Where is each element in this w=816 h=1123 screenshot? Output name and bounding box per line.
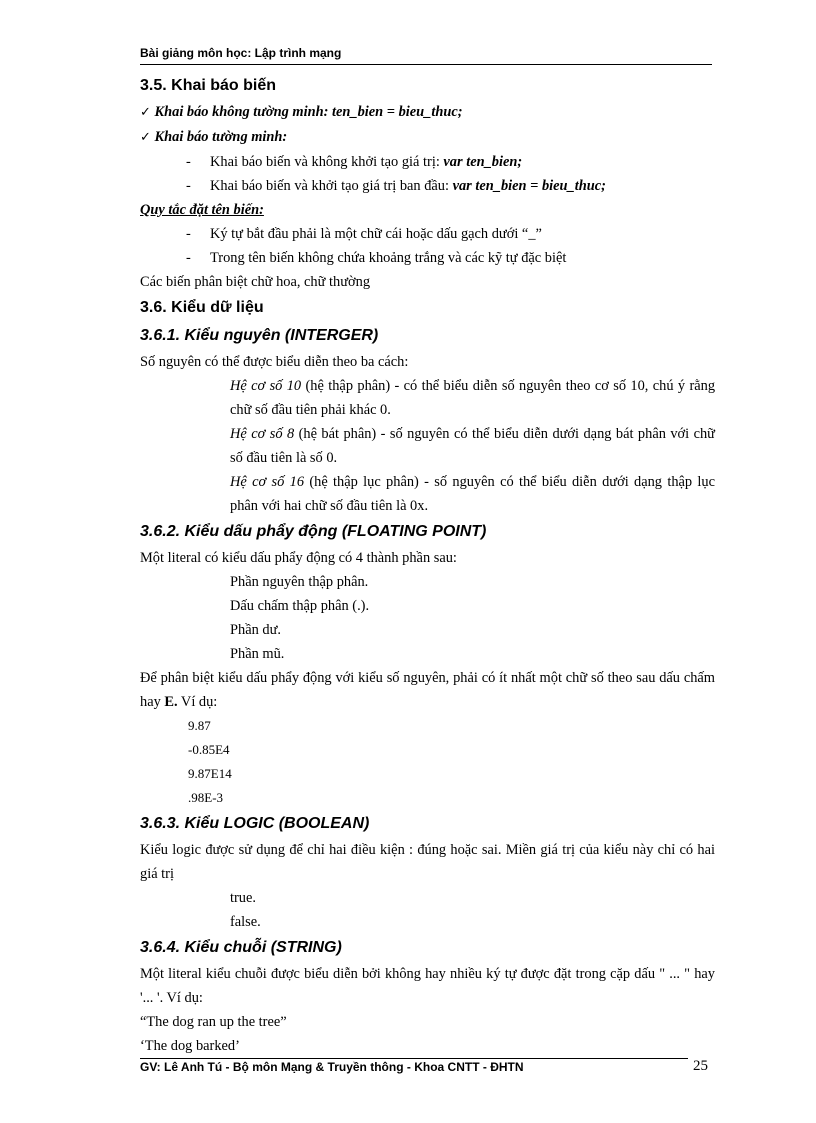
subsection-title-3-6-1: 3.6.1. Kiểu nguyên (INTERGER)	[140, 327, 379, 344]
list-item-text: Trong tên biến không chứa khoảng trắng và các kỹ tự đặc biệt	[210, 250, 567, 266]
explicit-declaration-text: Khai báo tường minh:	[154, 129, 288, 145]
list-item	[140, 174, 715, 198]
page-footer: GV: Lê Anh Tú - Bộ môn Mạng & Truyền thông - Khoa CNTT - ĐHTN	[140, 1060, 524, 1074]
float-intro: Một literal có kiểu dấu phẩy động có 4 thành phần sau:	[140, 550, 457, 566]
list-item-text: Ký tự bắt đầu phải là một chữ cái hoặc dấu gạch dưới “_”	[210, 226, 542, 242]
term-description: (hệ thập phân) - có thể biểu diễn số nguyên theo cơ số 10, chú ý rằng chữ số đầu tiên phải khác 0.	[230, 378, 716, 418]
page-content	[140, 72, 715, 1058]
example-item: “The dog ran up the tree”	[140, 1014, 287, 1030]
term: Hệ cơ số 10	[230, 378, 302, 394]
page-number: 25	[693, 1058, 708, 1074]
term: Hệ cơ số 8	[230, 426, 295, 442]
list-item: Phần nguyên thập phân.	[230, 574, 369, 590]
bold-text: E.	[164, 694, 178, 710]
subsection-title-3-6-3: 3.6.3. Kiểu LOGIC (BOOLEAN)	[140, 815, 370, 832]
list-item	[140, 374, 715, 422]
header-divider	[140, 64, 712, 65]
term-description: (hệ bát phân) - số nguyên có thể biểu diễn dưới dạng bát phân với chữ số đầu tiên là số 0.	[230, 426, 715, 466]
example-item: ‘The dog barked’	[140, 1038, 240, 1054]
float-paragraph	[140, 666, 715, 714]
term-description: (hệ thập lục phân) - số nguyên có thể biểu diễn dưới dạng thập lục phân với hai chữ số đầu tiên là 0x.	[230, 474, 716, 514]
list-item	[140, 246, 715, 270]
bullet-dash: -	[186, 250, 191, 266]
subsection-title-3-6-2: 3.6.2. Kiểu dấu phẩy động (FLOATING POINT)	[140, 523, 487, 540]
list-item: Phần mũ.	[230, 646, 285, 662]
implicit-declaration	[140, 100, 715, 125]
code-text: var ten_bien;	[443, 154, 523, 170]
bullet-dash: -	[186, 178, 191, 194]
page-header: Bài giảng môn học: Lập trình mạng	[140, 46, 342, 60]
list-item	[140, 422, 715, 470]
case-note: Các biến phân biệt chữ hoa, chữ thường	[140, 274, 371, 290]
logic-paragraph: Kiểu logic được sử dụng để chỉ hai điều kiện : đúng hoặc sai. Miền giá trị của kiểu này chỉ có hai giá trị	[140, 842, 715, 882]
section-title-3-6: 3.6. Kiểu dữ liệu	[140, 299, 264, 316]
naming-rules-title: Quy tắc đặt tên biến:	[140, 202, 264, 218]
example-item: 9.87	[188, 718, 211, 733]
list-item: Phần dư.	[230, 622, 281, 638]
footer-divider	[140, 1058, 688, 1059]
integer-intro: Số nguyên có thể được biểu diễn theo ba cách:	[140, 354, 409, 370]
checkmark-icon: ✓	[140, 130, 151, 145]
list-item	[140, 470, 715, 518]
bullet-dash: -	[186, 154, 191, 170]
list-item: true.	[230, 890, 256, 906]
example-item: 9.87E14	[188, 766, 232, 781]
paragraph-text: Để phân biệt kiểu dấu phẩy động với kiểu số nguyên, phải có ít nhất một chữ số theo sau dấu chấm hay	[140, 670, 715, 710]
list-item	[140, 222, 715, 246]
explicit-declaration	[140, 125, 715, 150]
list-item: false.	[230, 914, 261, 930]
code-text: var ten_bien = bieu_thuc;	[452, 178, 606, 194]
string-paragraph: Một literal kiểu chuỗi được biểu diễn bởi không hay nhiều ký tự được đặt trong cặp dấu " ... " hay '... '. Ví dụ:	[140, 966, 715, 1006]
checkmark-icon: ✓	[140, 105, 151, 120]
term: Hệ cơ số 16	[230, 474, 305, 490]
bullet-dash: -	[186, 226, 191, 242]
example-item: -0.85E4	[188, 742, 230, 757]
example-item: .98E-3	[188, 790, 224, 805]
list-item: Dấu chấm thập phân (.).	[230, 598, 370, 614]
list-item-text: Khai báo biến và không khởi tạo giá trị:	[210, 154, 444, 170]
subsection-title-3-6-4: 3.6.4. Kiểu chuỗi (STRING)	[140, 939, 342, 956]
implicit-declaration-text: Khai báo không tường minh: ten_bien = bieu_thuc;	[154, 104, 463, 120]
list-item-text: Khai báo biến và khởi tạo giá trị ban đầu:	[210, 178, 453, 194]
list-item	[140, 150, 715, 174]
paragraph-text: Ví dụ:	[177, 694, 218, 710]
section-title-3-5: 3.5. Khai báo biến	[140, 77, 277, 94]
